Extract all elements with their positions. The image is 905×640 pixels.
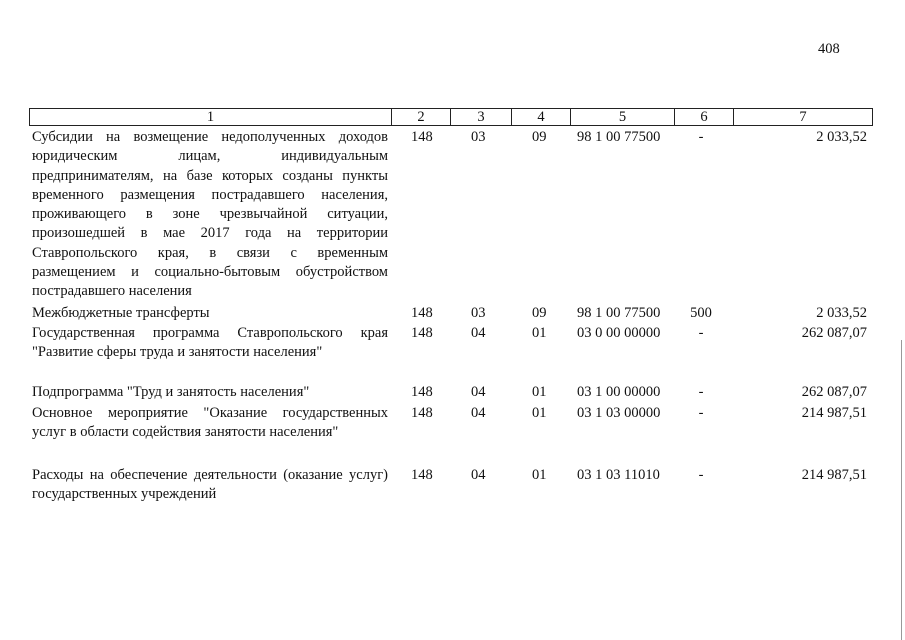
column-header-3: 3 — [451, 109, 512, 126]
row-code-2: 148 — [411, 129, 433, 145]
column-header-table — [29, 108, 873, 126]
row-amount: 262 087,07 — [801, 325, 867, 341]
row-code-6: - — [698, 129, 704, 145]
row-code-4: 01 — [532, 405, 547, 421]
row-description: Субсидии на возмещение недополученных доходов юридическим лицам, индивидуальным предпринимателям, на базе которых созданы пункты временного размещения пострадавшего населения, проживающего в зоне чрезвычайной ситуации, произошедшей в мае 2017 года на территории Ставропольского края, в связи с временным размещением и социально-бытовым обустройством пострадавшего населения — [32, 129, 388, 300]
column-header-7: 7 — [734, 109, 873, 126]
row-code-4: 09 — [532, 129, 547, 145]
row-code-2: 148 — [411, 467, 433, 483]
row-amount: 214 987,51 — [801, 405, 867, 421]
column-header-2: 2 — [392, 109, 451, 126]
column-header-4: 4 — [512, 109, 571, 126]
row-description: Государственная программа Ставропольского края "Развитие сферы труда и занятости населения" — [32, 325, 388, 361]
row-code-3: 03 — [471, 129, 486, 145]
row-code-5: 98 1 00 77500 — [577, 305, 661, 321]
column-header-1: 1 — [30, 109, 392, 126]
row-code-3: 03 — [471, 305, 486, 321]
row-code-4: 01 — [532, 384, 547, 400]
row-code-6: - — [698, 467, 704, 483]
row-amount: 2 033,52 — [816, 129, 867, 145]
row-code-5: 03 1 03 11010 — [577, 467, 660, 483]
row-amount: 2 033,52 — [816, 305, 867, 321]
row-code-5: 98 1 00 77500 — [577, 129, 661, 145]
row-code-2: 148 — [411, 305, 433, 321]
row-code-4: 01 — [532, 325, 547, 341]
row-code-3: 04 — [471, 405, 486, 421]
row-code-3: 04 — [471, 384, 486, 400]
row-description: Расходы на обеспечение деятельности (оказание услуг) государственных учреждений — [32, 467, 388, 503]
page-number: 408 — [818, 41, 840, 57]
row-code-6: - — [698, 405, 704, 421]
scan-margin-line — [901, 340, 902, 640]
column-header-6: 6 — [675, 109, 734, 126]
row-description: Основное мероприятие "Оказание государственных услуг в области содействия занятости населения" — [32, 405, 388, 441]
row-code-3: 04 — [471, 467, 486, 483]
row-code-4: 09 — [532, 305, 547, 321]
column-header-row — [30, 109, 873, 126]
row-code-3: 04 — [471, 325, 486, 341]
row-description: Подпрограмма "Труд и занятость населения" — [32, 384, 310, 400]
row-code-2: 148 — [411, 325, 433, 341]
row-description: Межбюджетные трансферты — [32, 305, 210, 321]
row-code-6: - — [698, 384, 704, 400]
row-amount: 262 087,07 — [801, 384, 867, 400]
row-code-6: 500 — [690, 305, 712, 321]
column-header-5: 5 — [571, 109, 675, 126]
row-code-6: - — [698, 325, 704, 341]
row-code-5: 03 1 03 00000 — [577, 405, 661, 421]
row-code-5: 03 0 00 00000 — [577, 325, 661, 341]
row-amount: 214 987,51 — [801, 467, 867, 483]
row-code-2: 148 — [411, 384, 433, 400]
row-code-2: 148 — [411, 405, 433, 421]
row-code-4: 01 — [532, 467, 547, 483]
row-code-5: 03 1 00 00000 — [577, 384, 661, 400]
